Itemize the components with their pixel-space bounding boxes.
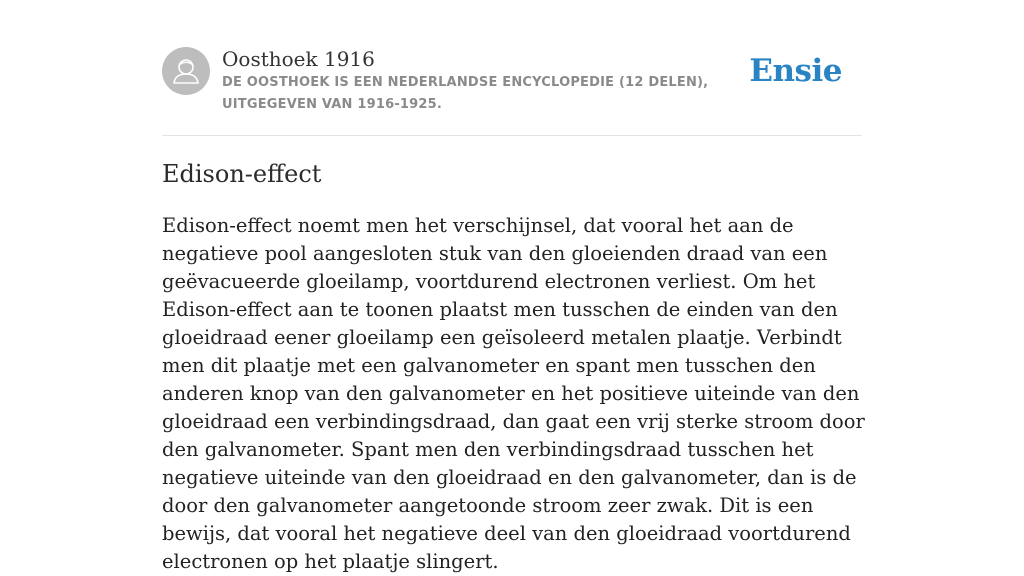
article-body: Edison-effect noemt men het verschijnsel, dat vooral het aan de negatieve pool aangesloten stuk van den gloeienden draad van een geëvacueerde gloeilamp, voortdurend electronen verliest. Om het Edison-effect aan te toonen plaatst men tusschen de einden van den gloeidraad eener gloeilamp een geïsoleerd metalen plaatje. Verbindt men dit plaatje met een galvanometer en spant men tusschen den anderen knop van den galvanometer en het positieve uiteinde van den gloeidraad een verbindingsdraad, dan gaat een vrij sterke stroom door den galvanometer. Spant men den verbindingsdraad tusschen het negatieve uiteinde van den gloeidraad en den galvanometer, dan is de door den galvanometer aangetoonde stroom zeer zwak. Dit is een bewijs, dat vooral het negatieve deel van den gloeidraad voortdurend electronen op het plaatje slingert. [162,214,865,573]
source-description: DE OOSTHOEK IS EEN NEDERLANDSE ENCYCLOPEDIE (12 DELEN), UITGEGEVEN VAN 1916-1925. [222,75,709,112]
source-avatar[interactable] [162,47,210,95]
user-silhouette-icon [162,47,210,95]
source-title[interactable]: Oosthoek 1916 [222,47,375,71]
article-title: Edison-effect [162,160,322,188]
header-divider [162,135,862,136]
brand-logo[interactable]: Ensie [749,53,842,89]
source-header [162,46,862,136]
